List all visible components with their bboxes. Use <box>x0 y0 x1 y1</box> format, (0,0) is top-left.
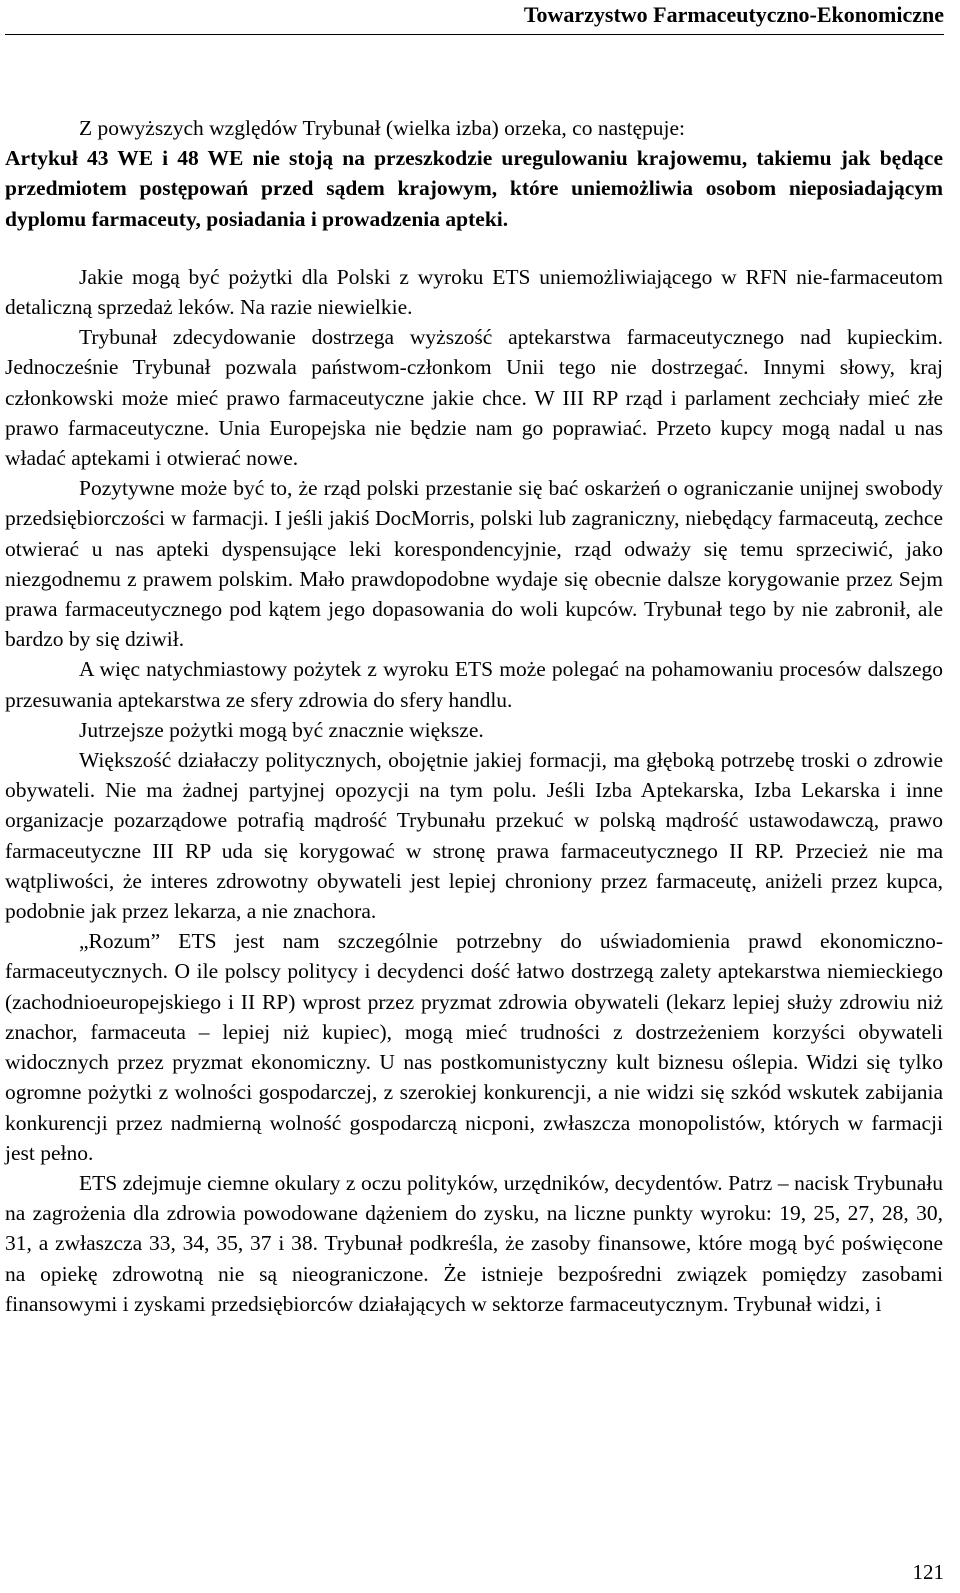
paragraph-5: Jutrzejsze pożytki mogą być znacznie większe. <box>79 717 484 742</box>
paragraph-6: Większość działaczy politycznych, obojętnie jakiej formacji, ma głęboką potrzebę troski o zdrowie obywateli. Nie ma żadnej partyjnej opozycji na tym polu. Jeśli Izba Aptekarska, Izba Lekarska i inne organizacje pozarządowe potrafią mądrość Trybunału przekuć w polską mądrość ustawodawczą, prawo farmaceutyczne III RP uda się korygować w stronę prawa farmaceutycznego II RP. Przecież nie ma wątpliwości, że interes zdrowotny obywateli jest lepiej chroniony przez farmaceutę, aniżeli przez kupca, podobnie jak przez lekarza, a nie znachora. <box>5 748 943 924</box>
document-body <box>5 113 943 1319</box>
paragraph-8: ETS zdejmuje ciemne okulary z oczu polityków, urzędników, decydentów. Patrz – nacisk Trybunału na zagrożenia dla zdrowia powodowane dążeniem do zysku, na liczne punkty wyroku: 19, 25, 27, 28, 30, 31, a zwłaszcza 33, 34, 35, 37 i 38. Trybunał podkreśla, że zasoby finansowe, które mogą być poświęcone na opiekę zdrowotną nie są nieograniczone. Że istnieje bezpośredni związek pomiędzy zasobami finansowymi i zyskami przedsiębiorców działających w sektorze farmaceutycznym. Trybunał widzi, i <box>5 1170 943 1316</box>
running-header <box>5 0 944 35</box>
paragraph-3: Pozytywne może być to, że rząd polski przestanie się bać oskarżeń o ograniczanie unijnej swobody przedsiębiorczości w farmacji. I jeśli jakiś DocMorris, polski lub zagraniczny, niebędący farmaceutą, zechce otwierać u nas apteki dyspensujące leki korespondencyjnie, rząd odważy się temu sprzeciwić, jako niezgodnemu z prawem polskim. Mało prawdopodobne wydaje się obecnie dalsze korygowanie przez Sejm prawa farmaceutycznego pod kątem jego dopasowania do woli kupców. Trybunał tego by nie zabronił, ale bardzo by się dziwił. <box>5 476 943 652</box>
paragraph-1: Jakie mogą być pożytki dla Polski z wyroku ETS uniemożliwiającego w RFN nie-farmaceutom detaliczną sprzedaż leków. Na razie niewielkie. <box>5 264 943 320</box>
header-title: Towarzystwo Farmaceutyczno-Ekonomiczne <box>523 2 944 27</box>
intro-paragraph: Z powyższych względów Trybunał (wielka izba) orzeka, co następuje: <box>79 116 685 140</box>
paragraph-2: Trybunał zdecydowanie dostrzega wyższość aptekarstwa farmaceutycznego nad kupieckim. Jednocześnie Trybunał pozwala państwom-członkom Unii tego nie dostrzegać. Innymi słowy, kraj członkowski może mieć prawo farmaceutyczne jakie chce. W III RP rząd i parlament zechciały mieć złe prawo farmaceutyczne. Unia Europejska nie będzie nam go poprawiać. Przeto kupcy mogą nadal u nas władać aptekami i otwierać nowe. <box>5 325 943 471</box>
paragraph-7: „Rozum” ETS jest nam szczególnie potrzebny do uświadomienia prawd ekonomiczno-farmaceutycznych. O ile polscy politycy i decydenci dość łatwo dostrzegą zalety aptekarstwa niemieckiego (zachodnioeuropejskiego i II RP) wprost przez pryzmat zdrowia obywateli (lekarz lepiej służy zdrowiu niż znachor, farmaceuta – lepiej niż kupiec), mogą mieć trudności z dostrzeżeniem korzyści obywateli widocznych przez pryzmat ekonomiczny. U nas postkomunistyczny kult biznesu oślepia. Widzi się tylko ogromne pożytki z wolności gospodarczej, z szerokiej konkurencji, a nie widzi się szkód wskutek zabijania konkurencji przez nadmierną wolność gospodarczą nicponi, zwłaszcza monopolistów, których w farmacji jest pełno. <box>5 929 943 1165</box>
paragraph-gap <box>5 234 943 262</box>
paragraph-4: A więc natychmiastowy pożytek z wyroku ETS może polegać na pohamowaniu procesów dalszego przesuwania aptekarstwa ze sfery zdrowia do sfery handlu. <box>5 657 943 712</box>
page-number: 121 <box>912 1560 944 1584</box>
ruling-paragraph: Artykuł 43 WE i 48 WE nie stoją na przeszkodzie uregulowaniu krajowemu, takiemu jak będące przedmiotem postępowań przed sądem krajowym, które uniemożliwia osobom nieposiadającym dyplomu farmaceuty, posiadania i prowadzenia apteki. <box>5 146 943 231</box>
